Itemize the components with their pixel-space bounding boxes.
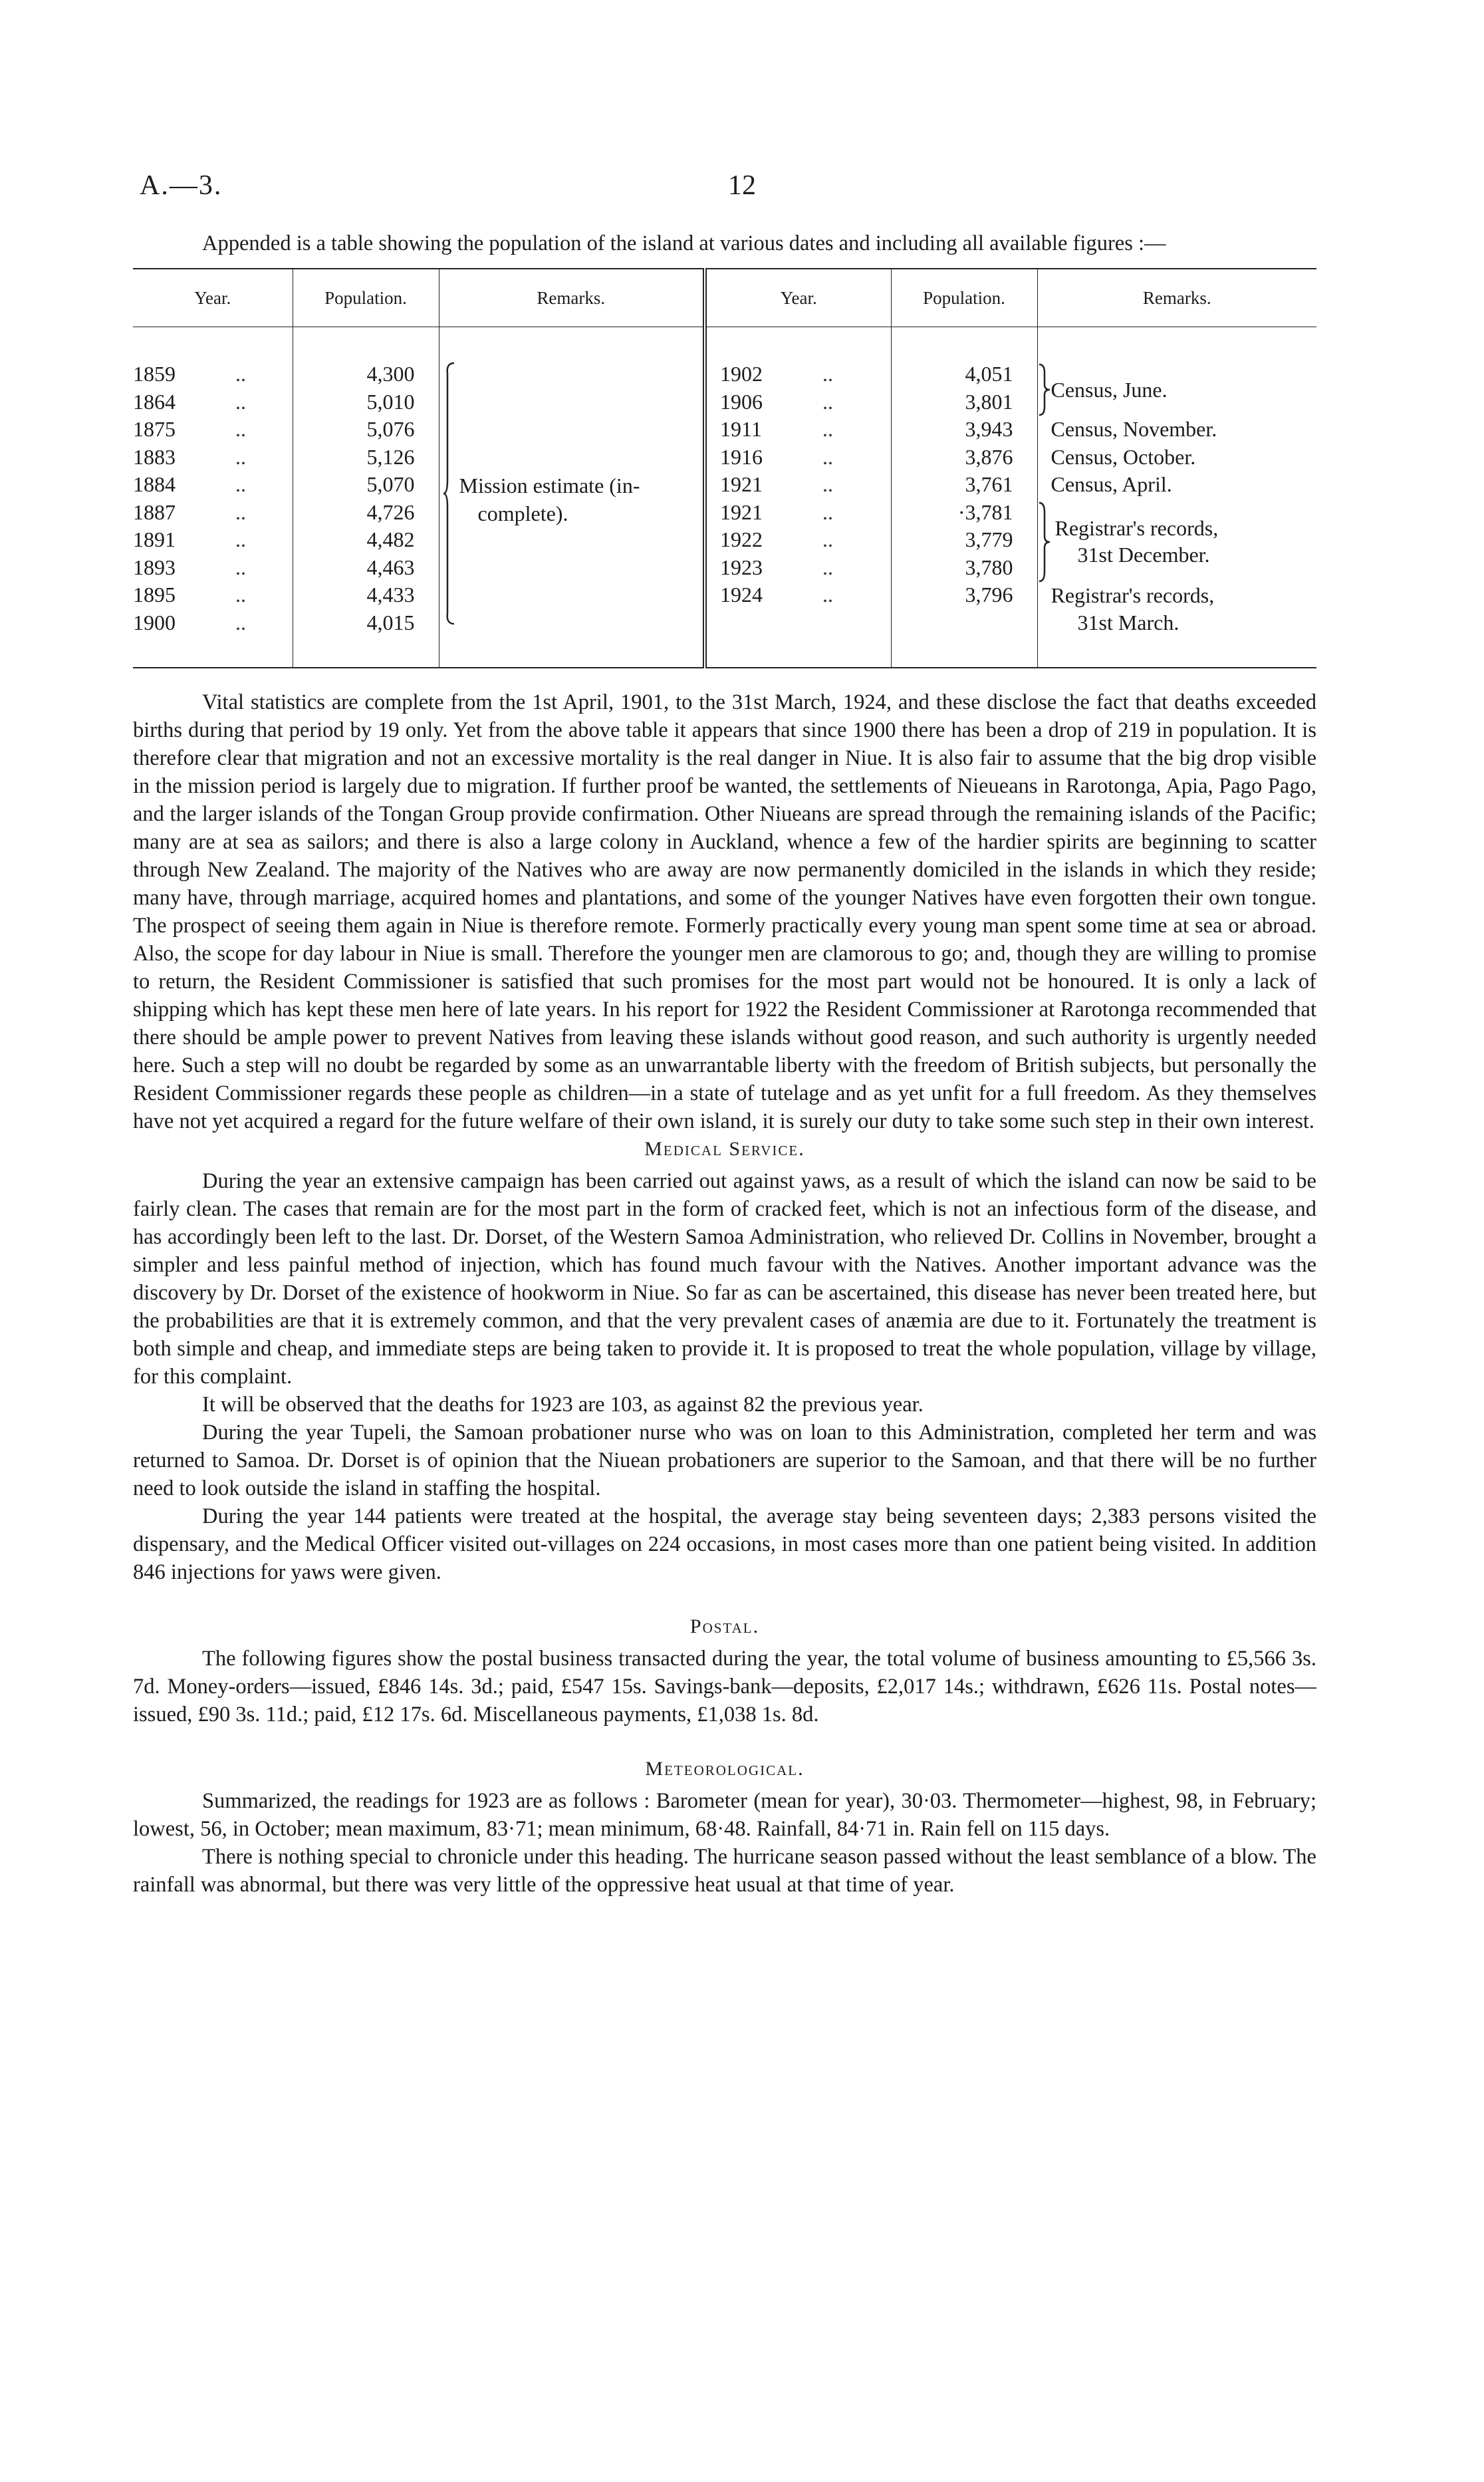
population-cell: 3,761 [965,472,1013,496]
table-row [133,360,293,388]
year-cell: 1902 [720,362,763,386]
leader-dots: .. [822,555,833,579]
remark-line: Mission estimate (in- [459,474,640,497]
population-cell: 3,943 [965,417,1013,441]
page-number: 12 [728,170,756,201]
year-cell: 1922 [720,527,763,551]
population-cell: 3,779 [965,527,1013,551]
remark-census-october: Census, October. [1051,445,1196,469]
population-cell: 3,780 [965,555,1013,579]
table-row [133,526,293,554]
meteorological-paragraph-2: There is nothing special to chronicle under this heading. The hurricane season passed without the least semblance of a blow. The rainfall was abnormal, but there was very little of the oppressive heat usual at that time of year. [133,1845,1316,1897]
population-cell: 4,300 [366,362,415,386]
leader-dots: .. [235,472,246,496]
postal-paragraph: The following figures show the postal business transacted during the year, the total volume of business amounting to £5,566 3s. 7d. Money-orders—issued, £846 14s. 3d.; paid, £547 15s. Savings-bank—deposits, £2,017 14s.; withdrawn, £626 11s. Postal notes—issued, £90 3s. 11d.; paid, £12 17s. 6d. Miscellaneous payments, £1,038 1s. 8d. [133,1647,1316,1726]
leader-dots: .. [235,362,246,386]
leader-dots: .. [235,389,246,414]
population-table [133,268,1316,668]
remark-census-november: Census, November. [1051,417,1217,441]
year-cell: 1884 [133,472,176,496]
year-cell: 1895 [133,583,176,607]
population-cell: 5,010 [366,389,415,414]
year-cell: 1916 [720,444,763,469]
leader-dots: .. [235,527,246,551]
table-row [707,526,891,554]
page-header [140,170,1344,209]
leader-dots: .. [235,417,246,441]
year-cell: 1887 [133,499,176,524]
meteorological-paragraph-1: Summarized, the readings for 1923 are as follows : Barometer (mean for year), 30·03. Thermometer—highest, 98, in February; lowest, 56, in October; mean maximum, 83·71; mean minimum, 68·48. Rainfall, 84·71 in. Rain fell on 115 days. [133,1789,1316,1841]
population-cell: 4,482 [366,527,415,551]
year-cell: 1900 [133,610,176,634]
year-cell: 1893 [133,555,176,579]
vital-statistics-paragraph: Vital statistics are complete from the 1st April, 1901, to the 31st March, 1924, and these disclose the fact that deaths exceeded births during that period by 19 only. Yet from the above table it appears that since 1900 there has been a drop of 219 in population. It is therefore clear that migration and not an excessive mortality is the real danger in Niue. It is also fair to assume that the big drop visible in the mission period is largely due to migration. If further proof be wanted, the settlements of Nieueans in Rarotonga, Apia, Pago Pago, and the larger islands of the Tongan Group provide confirmation. Other Niueans are spread through the remaining islands of the Pacific; many are at sea as sailors; and there is also a large colony in Auckland, whence a few of the hardier spirits are beginning to scatter through New Zealand. The majority of the Natives who are away are now permanently domiciled in the islands in which they reside; many have, through marriage, acquired homes and plantations, and some of the younger Natives have even forgotten their own tongue. The prospect of seeing them again in Niue is therefore remote. Formerly practically every young man spent some time at sea or abroad. Also, the scope for day labour in Niue is small. Therefore the younger men are clamorous to go; and, though they are willing to promise to return, the Resident Commissioner is satisfied that such promises for the most part would not be honoured. It is only a lack of shipping which has kept these men here of late years. In his report for 1922 the Resident Commissioner at Rarotonga recommended that there should be ample power to prevent Natives from leaving these islands without good reason, and such authority is urgently needed here. Such a step will no doubt be regarded by some as an unwarrantable liberty with the freedom of British subjects, but personally the Resident Commissioner regards these people as children—in a state of tutelage and as yet unfit for a full freedom. As they themselves have not yet acquired a regard for the future welfare of their own island, it is surely our duty to take some such step in their own interest. [133,690,1316,1133]
remark-registrar-december-line2: 31st December. [1077,543,1210,567]
table-row [133,554,293,582]
header-population-right: Population. [891,269,1037,327]
year-cell: 1921 [720,472,763,496]
page-content [133,229,1316,1899]
medical-paragraph-2: It will be observed that the deaths for 1923 are 103, as against 82 the previous year. [202,1393,924,1417]
leader-dots: .. [822,362,833,386]
leader-dots: .. [235,444,246,469]
left-population-column [293,327,439,668]
year-cell: 1924 [720,583,763,607]
population-cell: 4,726 [366,499,415,524]
header-remarks-right: Remarks. [1037,269,1316,327]
population-cell: 4,051 [965,362,1013,386]
leader-dots: .. [235,499,246,524]
document-reference: A.—3. [140,170,223,201]
leader-dots: .. [822,444,833,469]
leader-dots: .. [822,499,833,524]
population-cell: 5,126 [366,444,415,469]
brace-icon [1038,363,1051,416]
remark-census-june: Census, June. [1051,378,1168,402]
table-row [707,581,891,609]
remark-census-april: Census, April. [1051,472,1172,496]
right-years-column [705,327,891,668]
leader-dots: .. [822,389,833,414]
year-cell: 1883 [133,444,176,469]
table-row [707,416,891,444]
table-row [133,388,293,416]
table-row [133,581,293,609]
population-cell: 4,463 [366,555,415,579]
table-row [707,360,891,388]
postal-heading: Postal. [689,1615,760,1637]
left-years-column [133,327,293,668]
remark-registrar-december-line1: Registrar's records, [1054,516,1219,540]
right-population-column [891,327,1037,668]
year-cell: 1864 [133,389,176,414]
table-row [133,471,293,499]
population-cell: 4,433 [366,583,415,607]
right-remarks-column [1037,327,1316,668]
leader-dots: .. [235,610,246,634]
medical-paragraph-3: During the year Tupeli, the Samoan probationer nurse who was on loan to this Administration, completed her term and was returned to Samoa. Dr. Dorset is of opinion that the Niuean probationers are superior to the Samoan, and that there will be no further need to look outside the island in staffing the hospital. [133,1421,1316,1500]
table-row [133,499,293,527]
leader-dots: .. [822,583,833,607]
header-year-left: Year. [133,269,293,327]
header-year-right: Year. [705,269,891,327]
population-cell: 4,015 [366,610,415,634]
population-cell: 3,876 [965,444,1013,469]
header-remarks-left: Remarks. [439,269,705,327]
year-cell: 1859 [133,362,176,386]
table-row [133,416,293,444]
table-body-row [133,327,1316,668]
population-cell: ·3,781 [957,499,1013,524]
medical-paragraph-1: During the year an extensive campaign has been carried out against yaws, as a result of which the island can now be said to be fairly clean. The cases that remain are for the most part in the form of cracked feet, which is not an infectious form of the disease, and has accordingly been left to the last. Dr. Dorset, of the Western Samoa Administration, who relieved Dr. Collins in November, brought a simpler and less painful method of injection, which has found much favour with the Natives. Another important advance was the discovery by Dr. Dorset of the existence of hookworm in Niue. So far as can be ascertained, this disease has never been treated here, but the probabilities are that it is extremely common, and that the very prevalent cases of anæmia are due to it. Fortunately the treatment is both simple and cheap, and immediate steps are being taken to provide it. It is proposed to treat the whole population, village by village, for this complaint. [133,1169,1316,1389]
population-cell: 5,070 [366,472,415,496]
intro-paragraph: Appended is a table showing the population of the island at various dates and including all available figures :— [202,231,1166,255]
leader-dots: .. [822,472,833,496]
medical-service-heading: Medical Service. [644,1138,805,1160]
table-row [133,609,293,637]
population-cell: 5,076 [366,417,415,441]
table-row [707,499,891,527]
left-remarks-column [439,327,705,668]
meteorological-heading: Meteorological. [645,1758,804,1780]
remark-registrar-march-line1: Registrar's records, [1051,583,1215,607]
population-cell: 3,801 [965,389,1013,414]
brace-icon [443,360,458,626]
leader-dots: .. [822,527,833,551]
year-cell: 1891 [133,527,176,551]
year-cell: 1875 [133,417,176,441]
population-cell: 3,796 [965,583,1013,607]
leader-dots: .. [822,417,833,441]
medical-paragraph-4: During the year 144 patients were treated at the hospital, the average stay being seventeen days; 2,383 persons visited the dispensary, and the Medical Officer visited out-villages on 224 occasions, in most cases more than one patient being visited. In addition 846 injections for yaws were given. [133,1504,1316,1584]
table-row [707,554,891,582]
remark-registrar-march-line2: 31st March. [1077,611,1179,634]
leader-dots: .. [235,555,246,579]
year-cell: 1911 [720,417,762,441]
header-population-left: Population. [293,269,439,327]
remark-line: complete). [477,501,568,525]
brace-icon [1038,501,1051,583]
table-row [707,388,891,416]
year-cell: 1923 [720,555,763,579]
leader-dots: .. [235,583,246,607]
mission-estimate-remark [459,472,640,527]
table-row [707,444,891,472]
year-cell: 1906 [720,389,763,414]
year-cell: 1921 [720,499,763,524]
table-row [133,444,293,472]
table-row [707,471,891,499]
table-header-row [133,269,1316,327]
